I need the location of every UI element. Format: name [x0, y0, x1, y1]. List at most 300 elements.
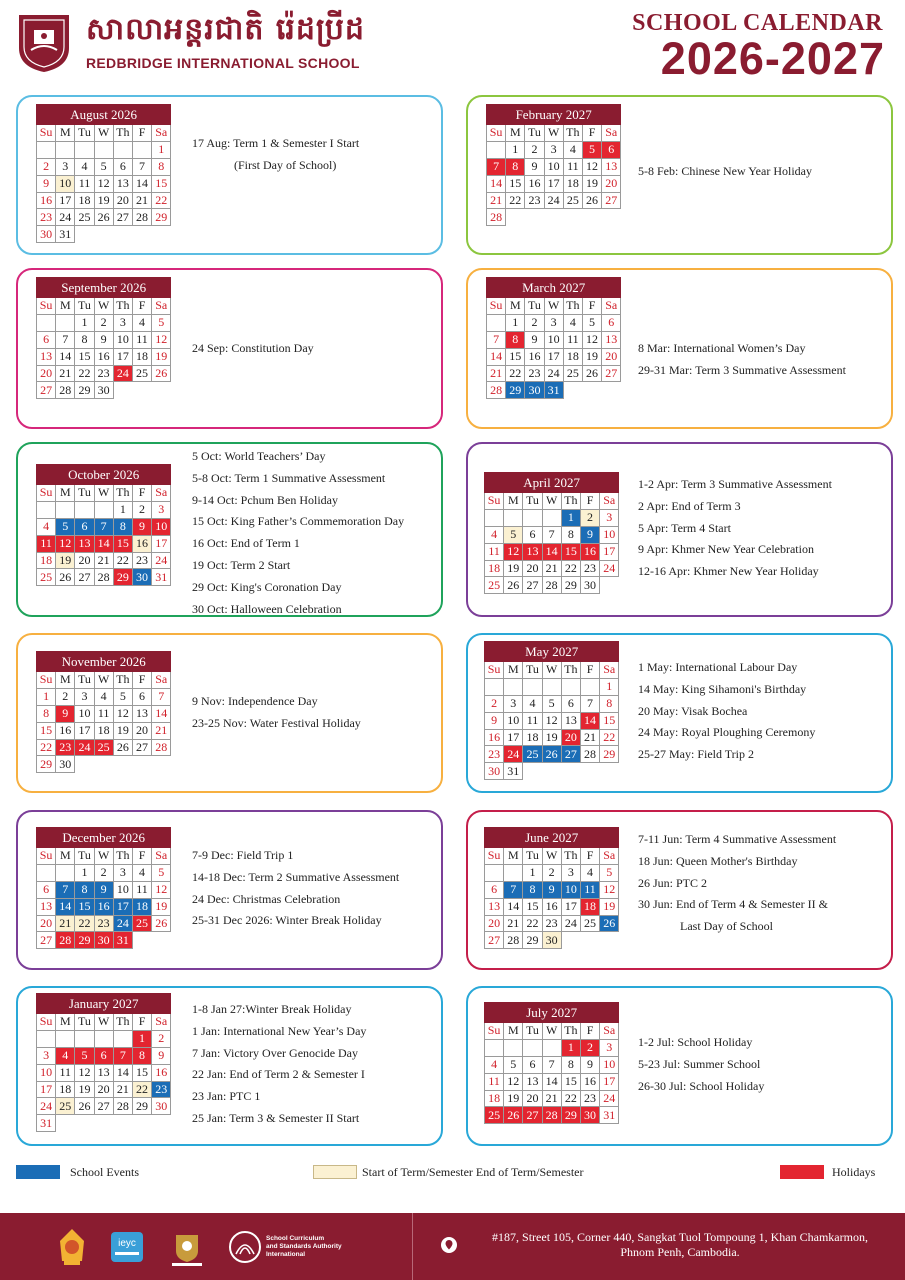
day-cell: 25	[132, 915, 151, 932]
day-cell: 11	[523, 712, 542, 729]
day-cell: 28	[487, 382, 506, 399]
day-cell: 22	[561, 560, 580, 577]
month-events	[192, 999, 366, 1130]
month-card	[16, 442, 443, 617]
month-events	[638, 829, 836, 938]
day-cell: 13	[602, 331, 621, 348]
weekday-header: Tu	[75, 848, 94, 865]
day-cell: 18	[37, 552, 56, 569]
month-card	[16, 986, 443, 1146]
day-cell: 31	[56, 226, 75, 243]
day-cell: 10	[152, 518, 171, 535]
weekday-header: Sa	[600, 493, 619, 510]
day-cell: 31	[504, 763, 523, 780]
day-cell: 15	[75, 348, 94, 365]
event-item: Last Day of School	[680, 919, 773, 934]
day-cell: 19	[582, 348, 601, 365]
day-cell: 30	[37, 226, 56, 243]
day-cell: 5	[56, 518, 75, 535]
month-calendar	[36, 827, 171, 949]
day-cell: 19	[94, 192, 113, 209]
calendar-title: SCHOOL CALENDAR	[632, 10, 883, 36]
day-cell: 6	[94, 1047, 113, 1064]
day-cell: 3	[561, 864, 580, 881]
weekday-header: Tu	[75, 298, 94, 315]
day-cell: 23	[525, 192, 544, 209]
empty-cell	[75, 501, 94, 518]
day-cell: 25	[37, 569, 56, 586]
weekday-header: W	[94, 1014, 113, 1031]
month-title: November 2026	[37, 652, 171, 672]
day-cell: 9	[56, 705, 75, 722]
weekday-header: F	[582, 298, 601, 315]
weekday-header: W	[94, 485, 113, 502]
day-cell: 18	[485, 1090, 504, 1107]
month-card	[16, 633, 443, 793]
day-cell: 24	[544, 192, 563, 209]
event-item: 18 Jun: Queen Mother's Birthday	[638, 853, 798, 868]
empty-cell	[56, 314, 75, 331]
day-cell: 23	[132, 552, 151, 569]
day-cell: 26	[113, 739, 132, 756]
day-cell: 4	[563, 141, 582, 158]
day-cell: 21	[94, 552, 113, 569]
day-cell: 1	[75, 864, 94, 881]
day-cell: 9	[94, 881, 113, 898]
day-cell: 20	[94, 1081, 113, 1098]
event-item: 16 Oct: End of Term 1	[192, 536, 300, 551]
event-item: 24 Sep: Constitution Day	[192, 341, 314, 355]
empty-cell	[485, 864, 504, 881]
day-cell: 30	[542, 932, 561, 949]
day-cell: 19	[56, 552, 75, 569]
day-cell: 15	[561, 543, 580, 560]
day-cell: 16	[580, 543, 599, 560]
day-cell: 2	[580, 509, 599, 526]
month-card	[466, 810, 893, 970]
western-australia-crest-icon	[168, 1229, 206, 1269]
event-item: 15 Oct: King Father’s Commemoration Day	[192, 514, 405, 529]
event-item: 8 Mar: International Women’s Day	[638, 341, 806, 355]
day-cell: 8	[561, 526, 580, 543]
day-cell: 13	[132, 705, 151, 722]
day-cell: 22	[600, 729, 619, 746]
day-cell: 27	[602, 192, 621, 209]
day-cell: 4	[75, 158, 94, 175]
event-item: 1-2 Jul: School Holiday	[638, 1035, 753, 1049]
day-cell: 30	[485, 763, 504, 780]
day-cell: 1	[152, 141, 171, 158]
day-cell: 6	[75, 518, 94, 535]
day-cell: 8	[75, 881, 94, 898]
day-cell: 1	[561, 509, 580, 526]
day-cell: 6	[37, 881, 56, 898]
empty-cell	[523, 509, 542, 526]
day-cell: 25	[132, 365, 151, 382]
day-cell: 16	[94, 898, 113, 915]
day-cell: 27	[113, 209, 132, 226]
day-cell: 18	[580, 898, 599, 915]
empty-cell	[504, 1039, 523, 1056]
empty-cell	[94, 1030, 113, 1047]
weekday-header: Th	[561, 1023, 580, 1040]
day-cell: 25	[485, 577, 504, 594]
weekday-header: W	[94, 848, 113, 865]
weekday-header: Th	[113, 298, 132, 315]
day-cell: 26	[542, 746, 561, 763]
empty-cell	[504, 864, 523, 881]
day-cell: 9	[152, 1047, 171, 1064]
day-cell: 8	[506, 158, 525, 175]
day-cell: 20	[602, 175, 621, 192]
day-cell: 25	[563, 365, 582, 382]
day-cell: 9	[580, 526, 599, 543]
day-cell: 7	[542, 1056, 561, 1073]
month-calendar	[484, 827, 619, 949]
day-cell: 4	[132, 864, 151, 881]
day-cell: 10	[561, 881, 580, 898]
school-crest-logo	[15, 12, 73, 74]
day-cell: 17	[600, 1073, 619, 1090]
day-cell: 25	[523, 746, 542, 763]
day-cell: 22	[152, 192, 171, 209]
day-cell: 5	[94, 158, 113, 175]
address-line-2: Phnom Penh, Cambodia.	[620, 1245, 740, 1259]
day-cell: 2	[525, 141, 544, 158]
day-cell: 12	[504, 1073, 523, 1090]
day-cell: 1	[75, 314, 94, 331]
month-card	[466, 986, 893, 1146]
day-cell: 7	[56, 881, 75, 898]
weekday-header: M	[56, 672, 75, 689]
day-cell: 3	[113, 314, 132, 331]
day-cell: 12	[582, 331, 601, 348]
day-cell: 18	[132, 898, 151, 915]
day-cell: 24	[56, 209, 75, 226]
weekday-header: M	[56, 298, 75, 315]
day-cell: 21	[56, 365, 75, 382]
month-calendar	[36, 104, 171, 243]
weekday-header: F	[580, 493, 599, 510]
month-title: January 2027	[37, 994, 171, 1014]
empty-cell	[504, 678, 523, 695]
day-cell: 18	[485, 560, 504, 577]
day-cell: 11	[37, 535, 56, 552]
weekday-header: M	[56, 125, 75, 142]
day-cell: 17	[37, 1081, 56, 1098]
day-cell: 17	[113, 898, 132, 915]
day-cell: 31	[544, 382, 563, 399]
empty-cell	[37, 1030, 56, 1047]
weekday-header: M	[506, 298, 525, 315]
weekday-header: Sa	[152, 125, 171, 142]
month-title: October 2026	[37, 465, 171, 485]
day-cell: 7	[580, 695, 599, 712]
day-cell: 31	[113, 932, 132, 949]
day-cell: 10	[544, 331, 563, 348]
month-title: March 2027	[487, 278, 621, 298]
weekday-header: F	[582, 125, 601, 142]
event-item: 1-2 Apr: Term 3 Summative Assessment	[638, 477, 832, 491]
day-cell: 26	[582, 365, 601, 382]
month-title: May 2027	[485, 642, 619, 662]
weekday-header: F	[580, 662, 599, 679]
day-cell: 2	[152, 1030, 171, 1047]
weekday-header: Su	[37, 298, 56, 315]
scsa-logo-icon	[226, 1230, 264, 1264]
day-cell: 3	[504, 695, 523, 712]
day-cell: 25	[94, 739, 113, 756]
day-cell: 17	[113, 348, 132, 365]
weekday-header: Su	[485, 493, 504, 510]
empty-cell	[56, 1030, 75, 1047]
day-cell: 18	[563, 348, 582, 365]
legend-school-events: School Events	[70, 1165, 139, 1179]
day-cell: 3	[544, 141, 563, 158]
day-cell: 20	[602, 348, 621, 365]
day-cell: 21	[113, 1081, 132, 1098]
month-calendar	[484, 472, 619, 594]
day-cell: 15	[523, 898, 542, 915]
day-cell: 15	[600, 712, 619, 729]
day-cell: 15	[113, 535, 132, 552]
day-cell: 4	[563, 314, 582, 331]
day-cell: 28	[94, 569, 113, 586]
day-cell: 9	[542, 881, 561, 898]
empty-cell	[523, 1039, 542, 1056]
event-item: 29-31 Mar: Term 3 Summative Assessment	[638, 362, 846, 377]
day-cell: 5	[582, 141, 601, 158]
day-cell: 26	[504, 1107, 523, 1124]
day-cell: 1	[600, 678, 619, 695]
event-item: (First Day of School)	[234, 157, 337, 172]
month-card	[16, 95, 443, 255]
weekday-header: Th	[113, 1014, 132, 1031]
day-cell: 24	[75, 739, 94, 756]
month-events	[638, 474, 832, 583]
day-cell: 14	[542, 1073, 561, 1090]
scsa-text	[266, 1235, 342, 1259]
day-cell: 7	[94, 518, 113, 535]
weekday-header: W	[94, 125, 113, 142]
day-cell: 9	[580, 1056, 599, 1073]
day-cell: 8	[113, 518, 132, 535]
day-cell: 12	[56, 535, 75, 552]
empty-cell	[542, 1039, 561, 1056]
day-cell: 11	[563, 331, 582, 348]
day-cell: 1	[506, 141, 525, 158]
calendar-year: 2026-2027	[660, 33, 885, 84]
day-cell: 1	[37, 688, 56, 705]
event-item: 30 Oct: Halloween Celebration	[192, 601, 342, 616]
event-item: 7-9 Dec: Field Trip 1	[192, 848, 294, 862]
weekday-header: Tu	[75, 1014, 94, 1031]
day-cell: 17	[544, 175, 563, 192]
day-cell: 12	[113, 705, 132, 722]
day-cell: 29	[113, 569, 132, 586]
day-cell: 15	[75, 898, 94, 915]
empty-cell	[94, 501, 113, 518]
day-cell: 19	[600, 898, 619, 915]
empty-cell	[542, 678, 561, 695]
weekday-header: M	[56, 485, 75, 502]
day-cell: 26	[600, 915, 619, 932]
weekday-header: Th	[113, 125, 132, 142]
day-cell: 9	[485, 712, 504, 729]
weekday-header: Th	[563, 125, 582, 142]
day-cell: 21	[56, 915, 75, 932]
month-calendar	[486, 277, 621, 399]
weekday-header: W	[94, 298, 113, 315]
ieyc-label: ieyc	[118, 1238, 136, 1249]
day-cell: 3	[600, 509, 619, 526]
day-cell: 27	[75, 569, 94, 586]
day-cell: 20	[37, 915, 56, 932]
month-events	[638, 338, 846, 382]
month-events	[192, 338, 314, 360]
month-events	[192, 133, 359, 177]
weekday-header: Sa	[152, 1014, 171, 1031]
month-title: September 2026	[37, 278, 171, 298]
weekday-header: M	[504, 848, 523, 865]
scsa-line: International	[266, 1251, 306, 1258]
address-line-1: #187, Street 105, Corner 440, Sangkat Tuol Tompoung 1, Khan Chamkarmon,	[492, 1230, 868, 1244]
weekday-header: Th	[113, 485, 132, 502]
day-cell: 21	[487, 192, 506, 209]
day-cell: 18	[94, 722, 113, 739]
day-cell: 26	[152, 365, 171, 382]
day-cell: 13	[37, 898, 56, 915]
day-cell: 8	[132, 1047, 151, 1064]
day-cell: 21	[504, 915, 523, 932]
day-cell: 24	[561, 915, 580, 932]
weekday-header: F	[132, 672, 151, 689]
day-cell: 17	[561, 898, 580, 915]
empty-cell	[485, 1039, 504, 1056]
day-cell: 14	[487, 348, 506, 365]
day-cell: 27	[132, 739, 151, 756]
day-cell: 30	[132, 569, 151, 586]
day-cell: 29	[37, 756, 56, 773]
ieyc-logo-icon	[110, 1231, 144, 1263]
day-cell: 13	[561, 712, 580, 729]
month-calendar	[484, 641, 619, 780]
weekday-header: W	[544, 125, 563, 142]
day-cell: 11	[56, 1064, 75, 1081]
empty-cell	[580, 678, 599, 695]
day-cell: 23	[94, 365, 113, 382]
event-item: 25 Jan: Term 3 & Semester II Start	[192, 1110, 360, 1125]
day-cell: 13	[523, 543, 542, 560]
month-title: July 2027	[485, 1003, 619, 1023]
month-title: June 2027	[485, 828, 619, 848]
school-name: REDBRIDGE INTERNATIONAL SCHOOL	[86, 55, 360, 71]
scsa-line: and Standards Authority	[266, 1243, 342, 1250]
day-cell: 15	[561, 1073, 580, 1090]
day-cell: 4	[485, 1056, 504, 1073]
day-cell: 28	[56, 932, 75, 949]
day-cell: 20	[37, 365, 56, 382]
day-cell: 7	[504, 881, 523, 898]
day-cell: 10	[544, 158, 563, 175]
event-item: 22 Jan: End of Term 2 & Semester I	[192, 1067, 365, 1082]
day-cell: 19	[113, 722, 132, 739]
day-cell: 5	[152, 314, 171, 331]
month-card	[16, 810, 443, 970]
day-cell: 29	[561, 577, 580, 594]
day-cell: 24	[600, 1090, 619, 1107]
day-cell: 30	[525, 382, 544, 399]
day-cell: 21	[542, 1090, 561, 1107]
day-cell: 2	[94, 864, 113, 881]
term-swatch	[313, 1165, 357, 1179]
weekday-header: M	[504, 493, 523, 510]
day-cell: 4	[523, 695, 542, 712]
empty-cell	[113, 141, 132, 158]
day-cell: 27	[37, 932, 56, 949]
month-calendar	[484, 1002, 619, 1124]
weekday-header: Tu	[525, 125, 544, 142]
day-cell: 29	[600, 746, 619, 763]
weekday-header: F	[580, 848, 599, 865]
day-cell: 21	[152, 722, 171, 739]
day-cell: 25	[580, 915, 599, 932]
day-cell: 11	[75, 175, 94, 192]
day-cell: 4	[485, 526, 504, 543]
day-cell: 19	[75, 1081, 94, 1098]
day-cell: 23	[580, 560, 599, 577]
day-cell: 26	[56, 569, 75, 586]
day-cell: 23	[525, 365, 544, 382]
day-cell: 5	[504, 1056, 523, 1073]
month-title: April 2027	[485, 473, 619, 493]
day-cell: 6	[113, 158, 132, 175]
weekday-header: Su	[487, 298, 506, 315]
day-cell: 11	[132, 331, 151, 348]
empty-cell	[94, 141, 113, 158]
day-cell: 9	[132, 518, 151, 535]
day-cell: 26	[504, 577, 523, 594]
day-cell: 9	[525, 331, 544, 348]
day-cell: 12	[504, 543, 523, 560]
month-card	[466, 442, 893, 617]
event-item: 26 Jun: PTC 2	[638, 875, 708, 890]
event-item: 5 Apr: Term 4 Start	[638, 520, 731, 535]
day-cell: 9	[94, 331, 113, 348]
event-item: 7 Jan: Victory Over Genocide Day	[192, 1045, 359, 1060]
day-cell: 29	[75, 382, 94, 399]
location-pin-icon	[440, 1236, 458, 1256]
day-cell: 18	[523, 729, 542, 746]
empty-cell	[56, 141, 75, 158]
month-calendar	[36, 464, 171, 586]
day-cell: 12	[600, 881, 619, 898]
day-cell: 15	[152, 175, 171, 192]
weekday-header: Th	[561, 662, 580, 679]
day-cell: 27	[523, 1107, 542, 1124]
month-events	[638, 161, 812, 183]
weekday-header: Su	[37, 125, 56, 142]
weekday-header: Tu	[75, 125, 94, 142]
day-cell: 20	[485, 915, 504, 932]
day-cell: 20	[523, 1090, 542, 1107]
event-item: 20 May: Visak Bochea	[638, 703, 748, 718]
empty-cell	[485, 509, 504, 526]
day-cell: 14	[542, 543, 561, 560]
day-cell: 8	[561, 1056, 580, 1073]
day-cell: 31	[37, 1115, 56, 1132]
day-cell: 1	[132, 1030, 151, 1047]
